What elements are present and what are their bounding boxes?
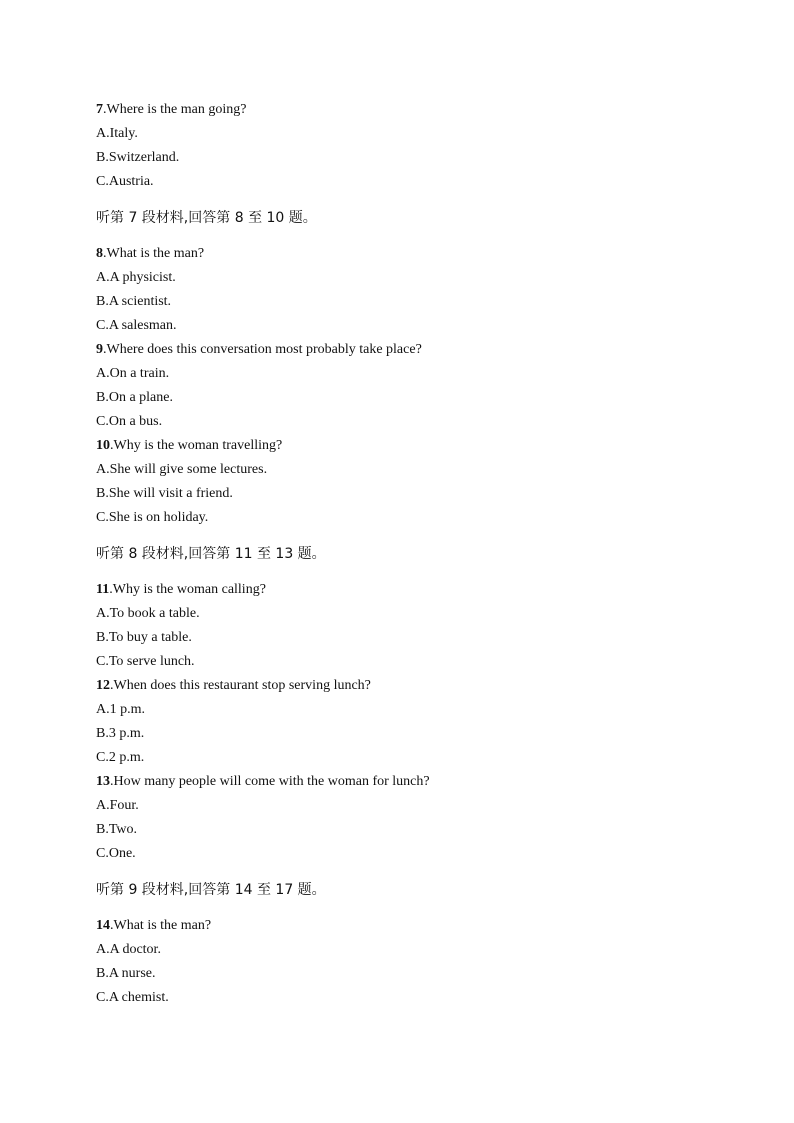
question-list: [96, 98, 716, 1010]
question-text: .When does this restaurant stop serving lunch?: [110, 678, 371, 693]
question-number: 12: [96, 678, 110, 693]
question-text: .Where is the man going?: [103, 102, 247, 117]
question-text: .Why is the woman travelling?: [110, 438, 283, 453]
answer-option: B.Two.: [96, 822, 138, 837]
answer-option: B.Switzerland.: [96, 150, 180, 165]
question-number: 11: [96, 582, 110, 597]
question-7: [96, 98, 716, 122]
question-14: [96, 914, 716, 938]
answer-option: A.Italy.: [96, 126, 138, 141]
answer-option: B.To buy a table.: [96, 630, 192, 645]
section-heading: 听第 9 段材料,回答第 14 至 17 题。: [96, 882, 326, 898]
question-number: 10: [96, 438, 110, 453]
question-12: [96, 674, 716, 698]
question-9: [96, 338, 716, 362]
answer-option: C.She is on holiday.: [96, 510, 209, 525]
question-number: 7: [96, 102, 103, 117]
question-text: .Where does this conversation most probably take place?: [103, 342, 422, 357]
answer-option: A.Four.: [96, 798, 139, 813]
answer-option: B.A scientist.: [96, 294, 172, 309]
question-text: .How many people will come with the woman for lunch?: [110, 774, 430, 789]
section-heading: 听第 7 段材料,回答第 8 至 10 题。: [96, 210, 317, 226]
question-8: [96, 242, 716, 266]
question-text: .Why is the woman calling?: [109, 582, 266, 597]
answer-option: C.2 p.m.: [96, 750, 145, 765]
question-text: .What is the man?: [110, 918, 212, 933]
section-heading: 听第 8 段材料,回答第 11 至 13 题。: [96, 546, 326, 562]
answer-option: C.A chemist.: [96, 990, 169, 1005]
answer-option: A.A doctor.: [96, 942, 161, 957]
answer-option: C.On a bus.: [96, 414, 163, 429]
answer-option: B.On a plane.: [96, 390, 173, 405]
answer-option: C.To serve lunch.: [96, 654, 195, 669]
answer-option: C.A salesman.: [96, 318, 177, 333]
question-text: .What is the man?: [103, 246, 205, 261]
answer-option: B.3 p.m.: [96, 726, 145, 741]
question-number: 8: [96, 246, 103, 261]
question-number: 13: [96, 774, 110, 789]
question-10: [96, 434, 716, 458]
answer-option: A.1 p.m.: [96, 702, 145, 717]
answer-option: A.To book a table.: [96, 606, 200, 621]
answer-option: A.On a train.: [96, 366, 170, 381]
question-number: 9: [96, 342, 103, 357]
answer-option: C.Austria.: [96, 174, 154, 189]
answer-option: A.A physicist.: [96, 270, 176, 285]
answer-option: C.One.: [96, 846, 136, 861]
answer-option: B.She will visit a friend.: [96, 486, 233, 501]
answer-option: A.She will give some lectures.: [96, 462, 268, 477]
question-number: 14: [96, 918, 110, 933]
question-13: [96, 770, 716, 794]
answer-option: B.A nurse.: [96, 966, 156, 981]
question-11: [96, 578, 716, 602]
